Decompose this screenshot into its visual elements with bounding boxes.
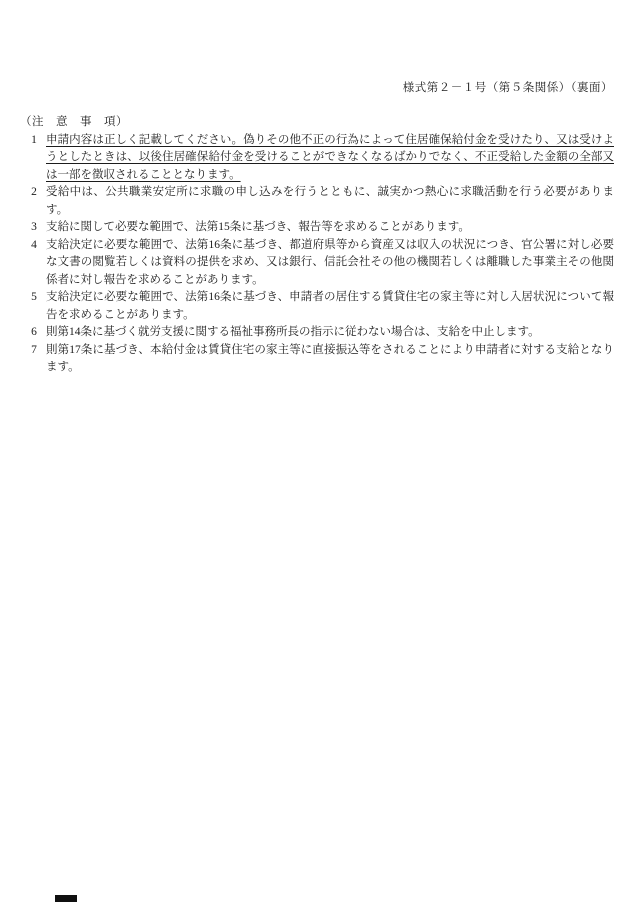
note-item-text: 支給決定に必要な範囲で、法第16条に基づき、都道府県等から資産又は収入の状況につき、官公署に対し必要な文書の閲覧若しくは資料の提供を求め、又は銀行、信託会社その他の機関若しくは離職した事業主その他関係者に対し報告を求めることがあります。 [46,238,614,286]
note-item-2 [20,184,614,219]
note-item-1 [20,132,614,185]
note-item-6 [20,324,614,342]
scan-artifact-mark [55,895,77,902]
note-item-text: 申請内容は正しく記載してください。偽りその他不正の行為によって住居確保給付金を受けたり、又は受けようとしたときは、以後住居確保給付金を受けることができなくなるばかりでなく、不正受給した金額の全部又は一部を徴収されることとなります。 [46,133,614,181]
notes-section-title: （注 意 事 項） [20,116,128,128]
note-item-7 [20,342,614,377]
note-item-5 [20,289,614,324]
note-item-number: 7 [31,343,37,356]
notes-list [20,132,614,377]
note-item-text: 支給決定に必要な範囲で、法第16条に基づき、申請者の居住する賃貸住宅の家主等に対し入居状況について報告を求めることがあります。 [46,291,614,321]
form-number-header: 様式第２－１号（第５条関係）（裏面） [402,82,613,94]
note-item-text: 則第17条に基づき、本給付金は賃貸住宅の家主等に直接振込等をされることにより申請者に対する支給となります。 [46,343,614,373]
note-item-text: 則第14条に基づく就労支援に関する福祉事務所長の指示に従わない場合は、支給を中止します。 [46,326,540,338]
note-item-number: 5 [31,291,37,303]
note-item-number: 6 [31,326,37,338]
note-item-text: 支給に関して必要な範囲で、法第15条に基づき、報告等を求めることがあります。 [46,221,470,233]
note-item-number: 4 [31,238,37,251]
note-item-4 [20,237,614,290]
notes-section [20,114,614,377]
note-item-number: 2 [31,186,37,198]
note-item-3 [20,219,614,237]
note-item-number: 3 [31,221,37,233]
note-item-number: 1 [31,133,37,146]
note-item-text: 受給中は、公共職業安定所に求職の申し込みを行うとともに、誠実かつ熱心に求職活動を行う必要があります。 [46,186,614,216]
